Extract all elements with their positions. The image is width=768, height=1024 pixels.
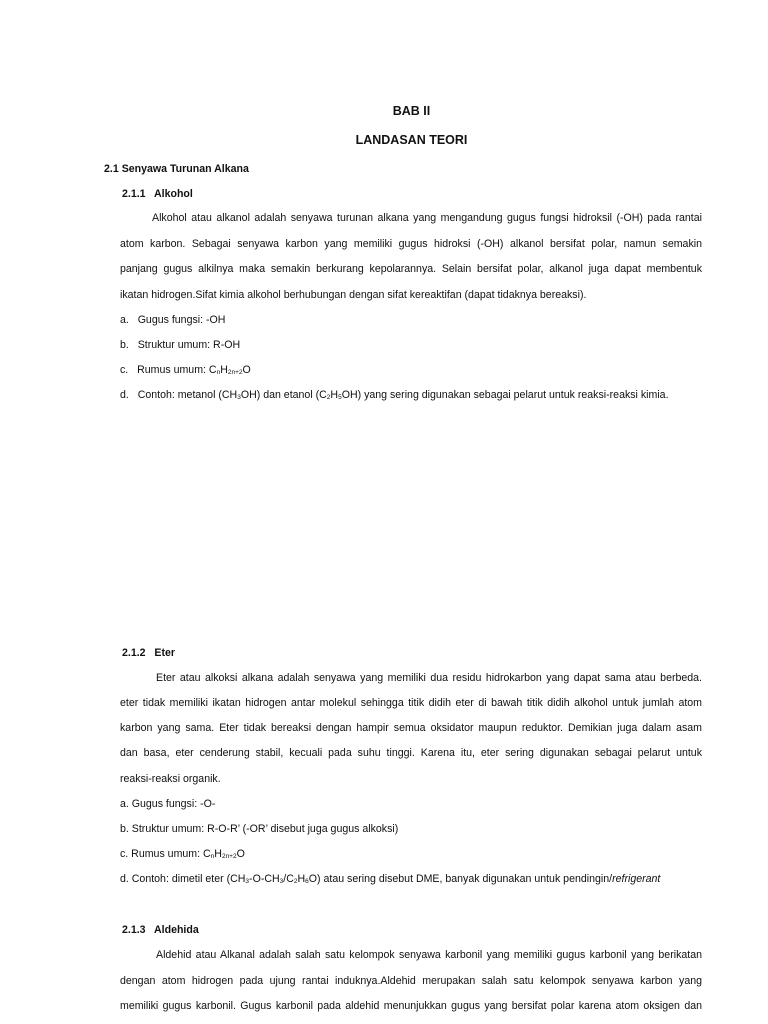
list-text: Contoh: metanol $(CH_3OH)$ dan etanol $(C_2H_5OH)$ yang sering digunakan sebagai pelarut untuk reaksi-reaksi kimia. <box>137 389 669 401</box>
list-text: Rumus umum: $C_nH_{2n+2}O$ <box>137 364 251 376</box>
subsection-heading-aldehida <box>122 923 199 937</box>
aldehida-paragraph-line: Aldehid atau Alkanal adalah salah satu kelompok senyawa karbonil yang memiliki gugus karbonil yang berikatan <box>156 949 702 961</box>
subsection-number: 2.1.2 <box>122 647 146 659</box>
eter-paragraph-line: karbon yang sama. Eter tidak bereaksi dengan hampir semua oksidator maupun reduktor. Demikian juga dalam asam <box>120 722 702 734</box>
list-marker: b. <box>120 339 129 351</box>
section-number: 2.1 <box>104 163 119 175</box>
list-marker: d. <box>120 389 129 401</box>
list-marker: a. <box>120 314 129 326</box>
subsection-heading-eter <box>122 646 175 660</box>
subsection-title: Eter <box>154 647 176 659</box>
list-text: Struktur umum: R-OH <box>137 339 241 351</box>
chapter-label: BAB II <box>392 104 431 118</box>
alkohol-paragraph-line: ikatan hidrogen.Sifat kimia alkohol berhubungan dengan sifat kereaktifan (dapat tidaknya bereaksi). <box>120 289 587 301</box>
alkohol-paragraph-line: Alkohol atau alkanol adalah senyawa turunan alkana yang mengandung gugus fungsi hidroksil (-OH) pada rantai <box>152 212 702 224</box>
alkohol-list-item <box>120 338 240 352</box>
aldehida-paragraph-line: memiliki gugus karbonil. Gugus karbonil pada aldehid menunjukkan gugus yang bersifat polar karena atom oksigen dan <box>120 1000 702 1012</box>
section-heading <box>104 162 249 176</box>
subsection-heading-alkohol <box>122 187 193 201</box>
alkohol-list-item <box>120 313 225 327</box>
eter-list-item: a. Gugus fungsi: -O- <box>120 798 216 810</box>
eter-list-item: c. Rumus umum: $C_nH_{2n+2}O$ <box>120 848 245 860</box>
eter-list-item: d. Contoh: dimetil eter $(CH_3-O-CH_3/C_2H_6O)$ atau sering disebut DME, banyak digunakan untuk pendingin/refrigerant <box>120 873 661 885</box>
eter-paragraph-line: reaksi-reaksi organik. <box>120 773 221 785</box>
section-title: Senyawa Turunan Alkana <box>121 163 249 175</box>
eter-paragraph-line: eter tidak memiliki ikatan hidrogen antar molekul sehingga titik didih eter di bawah titik didih alkohol untuk jumlah atom <box>120 697 702 709</box>
chapter-title: LANDASAN TEORI <box>355 133 468 147</box>
list-text: Gugus fungsi: -OH <box>137 314 226 326</box>
eter-list-item: b. Struktur umum: R-O-R’ (-OR’ disebut juga gugus alkoksi) <box>120 823 399 835</box>
alkohol-list-item <box>120 363 251 377</box>
alkohol-paragraph-line: atom karbon. Sebagai senyawa karbon yang memiliki gugus hidroksi (-OH) alkanol bersifat polar, namun semakin <box>120 238 702 250</box>
eter-paragraph-line: dan basa, eter cenderung stabil, kecuali pada suhu tinggi. Karena itu, eter sering digunakan sebagai pelarut untuk <box>120 747 702 759</box>
aldehida-paragraph-line: dengan atom hidrogen pada ujung rantai induknya.Aldehid merupakan salah satu kelompok senyawa karbon yang <box>120 975 702 987</box>
subsection-title: Aldehida <box>154 924 199 936</box>
eter-paragraph-line: Eter atau alkoksi alkana adalah senyawa yang memiliki dua residu hidrokarbon yang dapat sama atau berbeda. <box>156 672 702 684</box>
subsection-number: 2.1.3 <box>122 924 146 936</box>
subsection-title: Alkohol <box>154 188 193 200</box>
list-marker: c. <box>120 364 129 376</box>
subsection-number: 2.1.1 <box>122 188 146 200</box>
alkohol-list-item <box>120 388 669 402</box>
alkohol-paragraph-line: panjang gugus alkilnya maka semakin berkurang kepolarannya. Selain bersifat polar, alkanol juga dapat membentuk <box>120 263 702 275</box>
